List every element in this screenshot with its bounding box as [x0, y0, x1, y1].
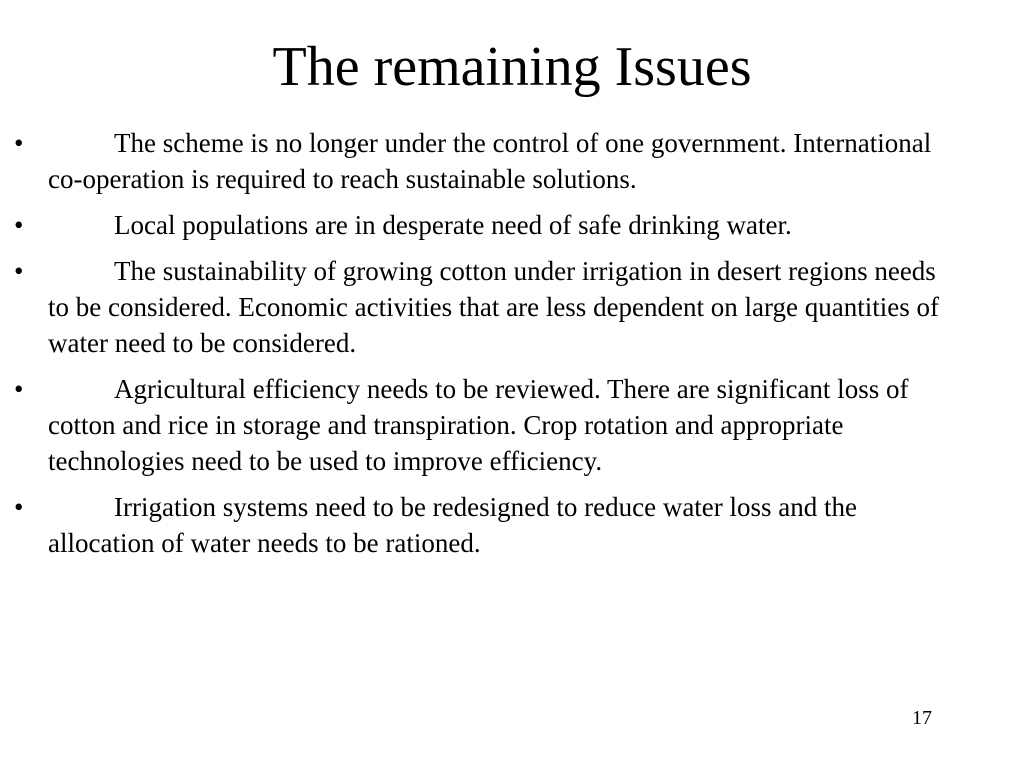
bullet-item	[0, 489, 1000, 561]
bullet-text: Irrigation systems need to be redesigned to reduce water loss and the allocation of water needs to be rationed.	[48, 492, 858, 558]
bullet-icon: •	[14, 210, 24, 240]
bullet-item	[0, 371, 1000, 479]
bullet-item	[0, 125, 1000, 197]
bullet-icon: •	[14, 128, 24, 158]
slide-title: The remaining Issues	[272, 36, 752, 98]
bullet-text: The sustainability of growing cotton under irrigation in desert regions needs to be considered. Economic activities that are less dependent on large quantities of water need to be considered.	[48, 256, 939, 358]
bullet-text: The scheme is no longer under the control of one government. International co-operation is required to reach sustainable solutions.	[48, 128, 932, 194]
page-number: 17	[912, 707, 932, 729]
bullet-list	[0, 125, 1000, 571]
bullet-icon: •	[14, 256, 24, 286]
bullet-item	[0, 207, 1000, 243]
bullet-icon: •	[14, 492, 24, 522]
bullet-icon: •	[14, 374, 24, 404]
bullet-text: Local populations are in desperate need of safe drinking water.	[114, 210, 792, 240]
bullet-text: Agricultural efficiency needs to be reviewed. There are significant loss of cotton and rice in storage and transpiration. Crop rotation and appropriate technologies need to be used to improve efficiency.	[48, 374, 909, 476]
bullet-item	[0, 253, 1000, 361]
